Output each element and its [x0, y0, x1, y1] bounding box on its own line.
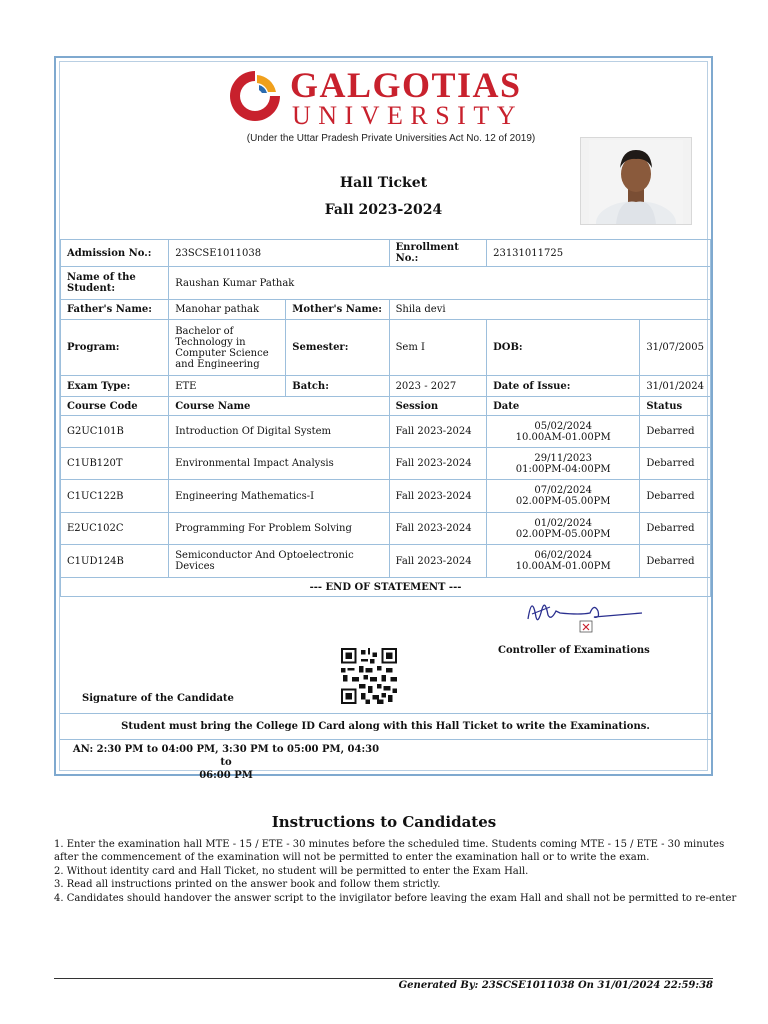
course-session: Fall 2023-2024 [389, 448, 487, 480]
course-name: Introduction Of Digital System [169, 416, 389, 448]
instruction-line: 3. Read all instructions printed on the answer book and follow them strictly. [54, 879, 441, 891]
course-date [487, 448, 640, 480]
course-code: C1UC122B [61, 480, 169, 513]
ticket-title: Hall Ticket [339, 175, 428, 191]
course-status: Debarred [640, 416, 711, 448]
exam-time: 10.00AM-01.00PM [515, 431, 611, 443]
issue-date-value: 31/01/2024 [640, 376, 711, 397]
instruction-line: after the commencement of the examination will not be permitted to enter the examination hall or to write the exam. [54, 852, 650, 864]
generated-by-footer: Generated By: 23SCSE1011038 On 31/01/2024 22:59:38 [398, 980, 713, 991]
program-value: Bachelor of Technology in Computer Science and Engineering [169, 320, 286, 376]
course-name: Semiconductor And Optoelectronic Devices [169, 545, 389, 578]
course-name: Environmental Impact Analysis [169, 448, 389, 480]
semester-value: Sem I [389, 320, 487, 376]
course-session: Fall 2023-2024 [389, 416, 487, 448]
mother-label: Mother's Name: [286, 300, 389, 320]
table-row [61, 448, 711, 480]
university-word: UNIVERSITY [292, 101, 523, 130]
header-status: Status [640, 397, 711, 416]
course-code: E2UC102C [61, 513, 169, 545]
course-session: Fall 2023-2024 [389, 480, 487, 513]
instruction-line: 2. Without identity card and Hall Ticket, no student will be permitted to enter the Exam Hall. [54, 865, 529, 877]
parents-row [61, 300, 711, 320]
course-session: Fall 2023-2024 [389, 545, 487, 578]
program-label: Program: [61, 320, 169, 376]
admission-number: 23SCSE1011038 [169, 240, 389, 267]
end-of-statement: --- END OF STATEMENT --- [61, 578, 711, 597]
course-date [487, 480, 640, 513]
course-code: G2UC101B [61, 416, 169, 448]
course-date [487, 513, 640, 545]
course-code: C1UB120T [61, 448, 169, 480]
course-date [487, 416, 640, 448]
enrollment-label: Enrollment No.: [389, 240, 487, 267]
course-status: Debarred [640, 513, 711, 545]
exam-time: 02.00PM-05.00PM [515, 528, 611, 540]
admission-row [61, 240, 711, 267]
course-status: Debarred [640, 545, 711, 578]
timing-line-1: AN: 2:30 PM to 04:00 PM, 3:30 PM to 05:00 PM, 04:30 to [72, 744, 380, 768]
table-row [61, 513, 711, 545]
controller-of-examinations: Controller of Examinations [498, 645, 650, 656]
program-row [61, 320, 711, 376]
exam-timings [66, 743, 386, 782]
id-card-notice: Student must bring the College ID Card along with this Hall Ticket to write the Examinations. [60, 713, 711, 740]
hall-ticket-table [60, 239, 711, 597]
issue-date-label: Date of Issue: [487, 376, 640, 397]
footer-divider [54, 978, 713, 979]
exam-time: 01:00PM-04:00PM [515, 463, 611, 475]
exam-type-value: ETE [169, 376, 286, 397]
qr-code-icon [341, 648, 397, 704]
course-status: Debarred [640, 448, 711, 480]
batch-value: 2023 - 2027 [389, 376, 487, 397]
header-date: Date [487, 397, 640, 416]
exam-date: 06/02/2024 [534, 550, 593, 561]
course-status: Debarred [640, 480, 711, 513]
batch-label: Batch: [286, 376, 389, 397]
mother-name: Shila devi [389, 300, 710, 320]
exam-type-label: Exam Type: [61, 376, 169, 397]
course-date [487, 545, 640, 578]
exam-date: 01/02/2024 [534, 517, 593, 529]
table-row [61, 416, 711, 448]
instruction-line: 1. Enter the examination hall MTE - 15 / ETE - 30 minutes before the scheduled time. Students coming MTE - 15 / ETE - 30 minutes [54, 839, 725, 850]
student-name: Raushan Kumar Pathak [169, 267, 711, 300]
instructions-title: Instructions to Candidates [271, 813, 497, 831]
course-name: Programming For Problem Solving [169, 513, 389, 545]
father-label: Father's Name: [61, 300, 169, 320]
university-name: GALGOTIAS [290, 65, 522, 105]
father-name: Manohar pathak [169, 300, 286, 320]
header-course-name: Course Name [169, 397, 389, 416]
dob-label: DOB: [487, 320, 640, 376]
exam-date: 07/02/2024 [534, 485, 593, 496]
exam-type-row [61, 376, 711, 397]
candidate-signature-label: Signature of the Candidate [82, 693, 234, 704]
instructions-list [54, 838, 737, 905]
student-name-row [61, 267, 711, 300]
semester-label: Semester: [286, 320, 389, 376]
hall-ticket-frame [54, 56, 713, 781]
table-row [61, 545, 711, 578]
enrollment-number: 23131011725 [487, 240, 711, 267]
exam-time: 10.00AM-01.00PM [515, 561, 611, 572]
university-subtitle: (Under the Uttar Pradesh Private Universities Act No. 12 of 2019) [246, 133, 536, 144]
university-logo [226, 67, 556, 147]
header-session: Session [389, 397, 487, 416]
table-row [61, 480, 711, 513]
exam-time: 02.00PM-05.00PM [515, 496, 611, 507]
course-session: Fall 2023-2024 [389, 513, 487, 545]
course-code: C1UD124B [61, 545, 169, 578]
course-header-row [61, 397, 711, 416]
controller-signature-image [520, 589, 645, 634]
instruction-line: 4. Candidates should handover the answer script to the invigilator before leaving the exam Hall and shall not be permitted to re-enter [54, 892, 737, 904]
exam-date: 05/02/2024 [534, 420, 593, 432]
student-name-label: Name of the Student: [61, 267, 169, 300]
hall-ticket-inner [59, 61, 708, 781]
admission-label: Admission No.: [61, 240, 169, 267]
timing-line-2: 06:00 PM [199, 770, 253, 781]
exam-date: 29/11/2023 [534, 452, 593, 464]
dob-value: 31/07/2005 [640, 320, 711, 376]
course-name: Engineering Mathematics-I [169, 480, 389, 513]
university-emblem-icon [226, 67, 284, 125]
header-course-code: Course Code [61, 397, 169, 416]
ticket-term: Fall 2023-2024 [324, 202, 443, 218]
